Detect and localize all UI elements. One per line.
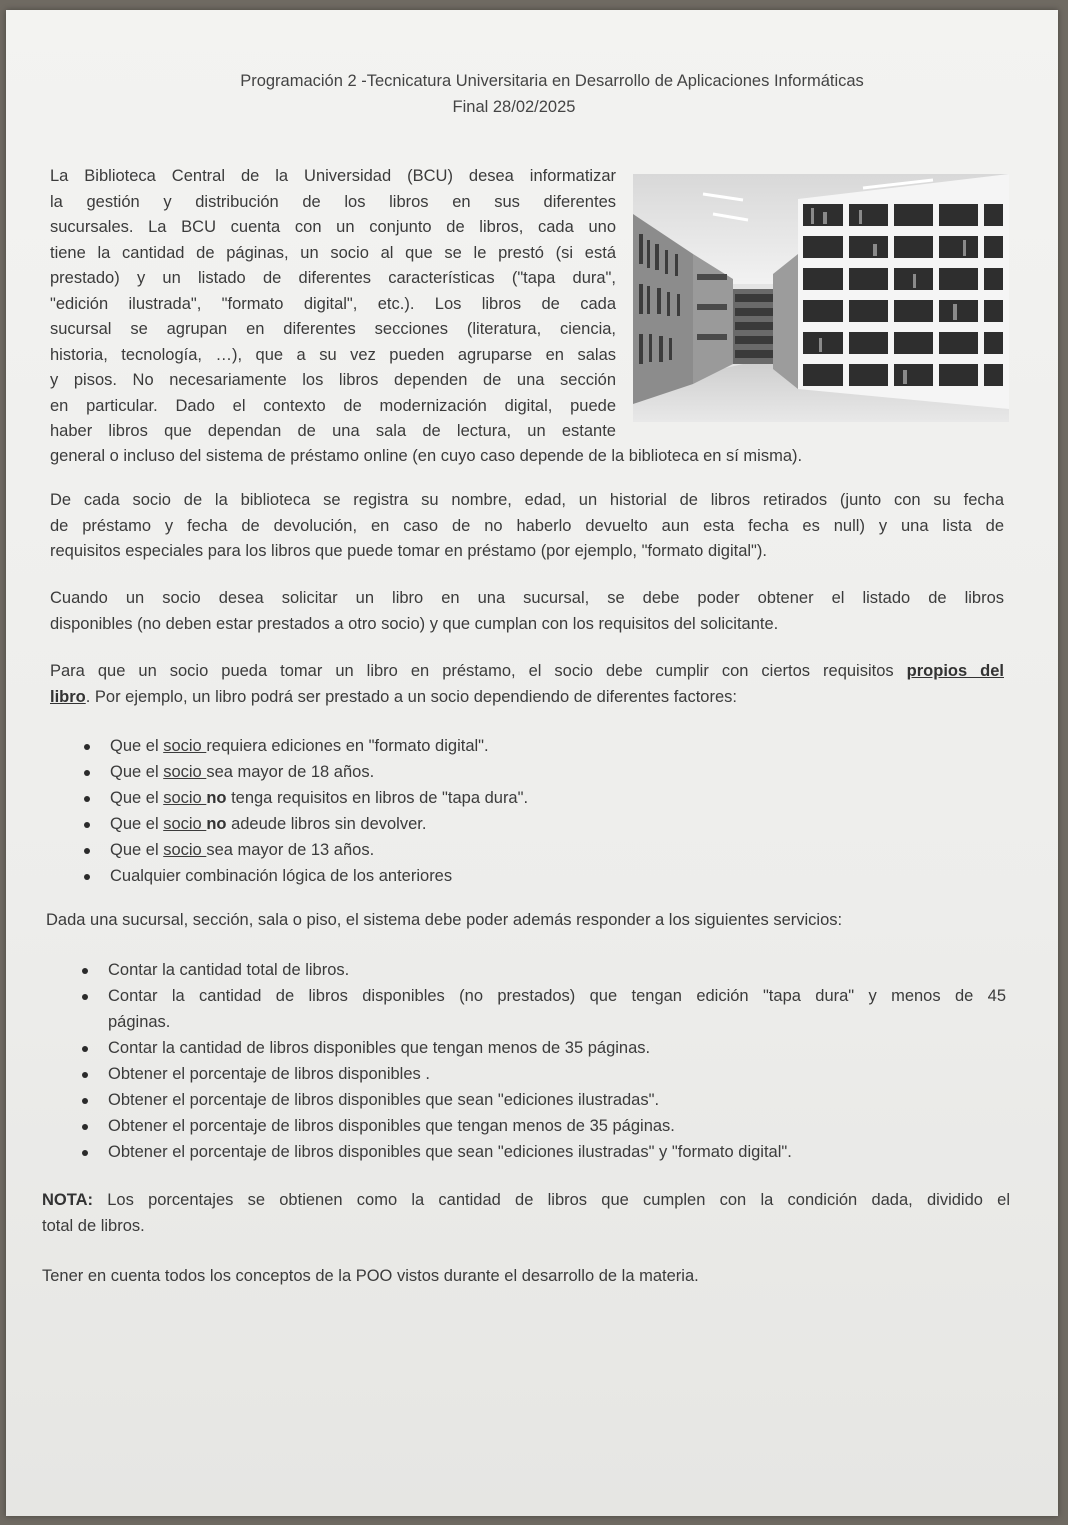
item-text: sea mayor de 13 años. — [206, 841, 375, 859]
prestamo-paragraph — [50, 659, 1004, 710]
intro-line: tiene la cantidad de páginas, un socio al que se le prestó (si está — [50, 243, 616, 262]
socio-underlined: socio — [163, 815, 207, 833]
libro-emphasis: libro — [50, 687, 86, 706]
list-item — [110, 733, 528, 759]
intro-line: y pisos. No necesariamente los libros dependen de una sección — [50, 371, 616, 389]
document-page — [6, 10, 1058, 1516]
intro-line: la gestión y distribución de los libros en sus diferentes — [50, 192, 616, 211]
intro-line: haber libros que dependan de una sala de lectura, un estante — [50, 422, 616, 440]
intro-line: sucursales. La BCU cuenta con un conjunto de libros, cada uno — [50, 218, 616, 236]
bullet-icon — [84, 848, 90, 854]
list-item — [108, 1113, 1008, 1139]
socio-underlined: socio — [163, 763, 207, 781]
item-text: Que el — [110, 763, 164, 781]
prestamo-text: . Por ejemplo, un libro podrá ser prestado a un socio dependiendo de diferentes factores: — [85, 687, 737, 706]
list-item — [110, 863, 528, 889]
paragraph-line: De cada socio de la biblioteca se registra su nombre, edad, un historial de libros retirados (junto con su fecha — [50, 491, 1004, 509]
paragraph-line — [50, 685, 1004, 711]
list-item — [110, 837, 528, 863]
item-text: Obtener el porcentaje de libros disponibles que tengan menos de 35 páginas. — [108, 1117, 675, 1135]
list-item — [108, 1061, 1008, 1087]
bullet-icon — [82, 1072, 88, 1078]
list-item — [108, 1087, 1008, 1113]
servicios-list — [108, 957, 1008, 1165]
item-text: Cualquier combinación lógica de los anteriores — [110, 867, 453, 885]
intro-line: "edición ilustrada", "formato digital", etc.). Los libros de cada — [50, 294, 616, 313]
list-item — [110, 811, 528, 837]
socio-underlined: socio — [163, 737, 207, 755]
paragraph-line: requisitos especiales para los libros que puede tomar en préstamo (por ejemplo, "formato digital"). — [50, 542, 767, 560]
item-text: Que el — [110, 737, 164, 755]
item-text: Obtener el porcentaje de libros disponibles que sean "ediciones ilustradas" y "formato digital". — [108, 1143, 792, 1161]
header-title: Programación 2 -Tecnicatura Universitaria en Desarrollo de Aplicaciones Informáticas — [240, 72, 864, 90]
library-bookshelves-photo — [633, 174, 1009, 422]
item-text: Contar la cantidad de libros disponibles (no prestados) que tengan edición "tapa dura" y menos de 45 — [108, 987, 1006, 1005]
item-text: Que el — [110, 789, 164, 807]
intro-paragraph — [50, 164, 616, 445]
no-emphasis: no — [206, 815, 227, 833]
bullet-icon — [84, 796, 90, 802]
servicios-intro: Dada una sucursal, sección, sala o piso, el sistema debe poder además responder a los siguientes servicios: — [46, 911, 843, 929]
item-text: requiera ediciones en "formato digital". — [206, 737, 489, 755]
intro-line: historia, tecnología, …), que a su vez pueden agruparse en salas — [50, 345, 616, 364]
paragraph-line: disponibles (no deben estar prestados a otro socio) y que cumplan con los requisitos del solicitante. — [50, 614, 779, 633]
item-text: sea mayor de 18 años. — [206, 763, 375, 781]
list-item — [108, 983, 1008, 1035]
bullet-icon — [84, 874, 90, 880]
list-item — [108, 1035, 1008, 1061]
final-note: Tener en cuenta todos los conceptos de la POO vistos durante el desarrollo de la materia. — [42, 1267, 699, 1285]
socio-underlined: socio — [163, 789, 207, 807]
nota-paragraph — [42, 1188, 1010, 1239]
item-text: Contar la cantidad de libros disponibles que tengan menos de 35 páginas. — [108, 1039, 651, 1057]
solicitud-paragraph — [50, 586, 1004, 637]
paragraph-line: Cuando un socio desea solicitar un libro en una sucursal, se debe poder obtener el listado de libros — [50, 589, 1004, 607]
intro-last-line: general o incluso del sistema de préstamo online (en cuyo caso depende de la biblioteca en sí misma). — [50, 447, 803, 465]
item-text: Que el — [110, 841, 164, 859]
bullet-icon — [82, 1124, 88, 1130]
list-item — [110, 785, 528, 811]
paragraph-line: de préstamo y fecha de devolución, en caso de no haberlo devuelto aun esta fecha es null) y una lista de — [50, 516, 1004, 535]
paragraph-line: total de libros. — [42, 1216, 145, 1235]
bullet-icon — [82, 994, 88, 1000]
propios-del-emphasis: propios del — [906, 662, 1004, 680]
list-item — [108, 957, 1008, 983]
intro-line: La Biblioteca Central de la Universidad (BCU) desea informatizar — [50, 167, 616, 185]
socio-underlined: socio — [163, 841, 207, 859]
header-date: Final 28/02/2025 — [452, 98, 576, 116]
bullet-icon — [82, 1150, 88, 1156]
no-emphasis: no — [206, 789, 227, 807]
requisitos-list — [110, 733, 528, 889]
bullet-icon — [84, 744, 90, 750]
item-text: páginas. — [108, 1013, 171, 1031]
list-item — [108, 1139, 1008, 1165]
intro-line: sucursal se agrupan en diferentes secciones (literatura, ciencia, — [50, 320, 616, 338]
item-text: adeude libros sin devolver. — [226, 815, 427, 833]
prestamo-text: Para que un socio pueda tomar un libro en préstamo, el socio debe cumplir con ciertos requisitos — [50, 662, 907, 680]
bullet-icon — [82, 1098, 88, 1104]
bullet-icon — [82, 968, 88, 974]
paragraph-line — [42, 1188, 1010, 1214]
bullet-icon — [82, 1046, 88, 1052]
socio-paragraph — [50, 488, 1004, 565]
item-text: Que el — [110, 815, 164, 833]
nota-label: NOTA: — [42, 1191, 94, 1209]
intro-line: en particular. Dado el contexto de modernización digital, puede — [50, 396, 616, 415]
list-item — [110, 759, 528, 785]
bullet-icon — [84, 770, 90, 776]
item-text: tenga requisitos en libros de "tapa dura". — [226, 789, 529, 807]
paragraph-line — [50, 659, 1004, 685]
intro-line: prestado) y un listado de diferentes características ("tapa dura", — [50, 269, 616, 287]
bullet-icon — [84, 822, 90, 828]
item-text: Contar la cantidad total de libros. — [108, 961, 350, 979]
item-text: Obtener el porcentaje de libros disponibles que sean "ediciones ilustradas". — [108, 1091, 660, 1109]
item-text: Obtener el porcentaje de libros disponibles . — [108, 1065, 430, 1083]
nota-text: Los porcentajes se obtienen como la cantidad de libros que cumplen con la condición dada, dividido el — [93, 1191, 1010, 1209]
